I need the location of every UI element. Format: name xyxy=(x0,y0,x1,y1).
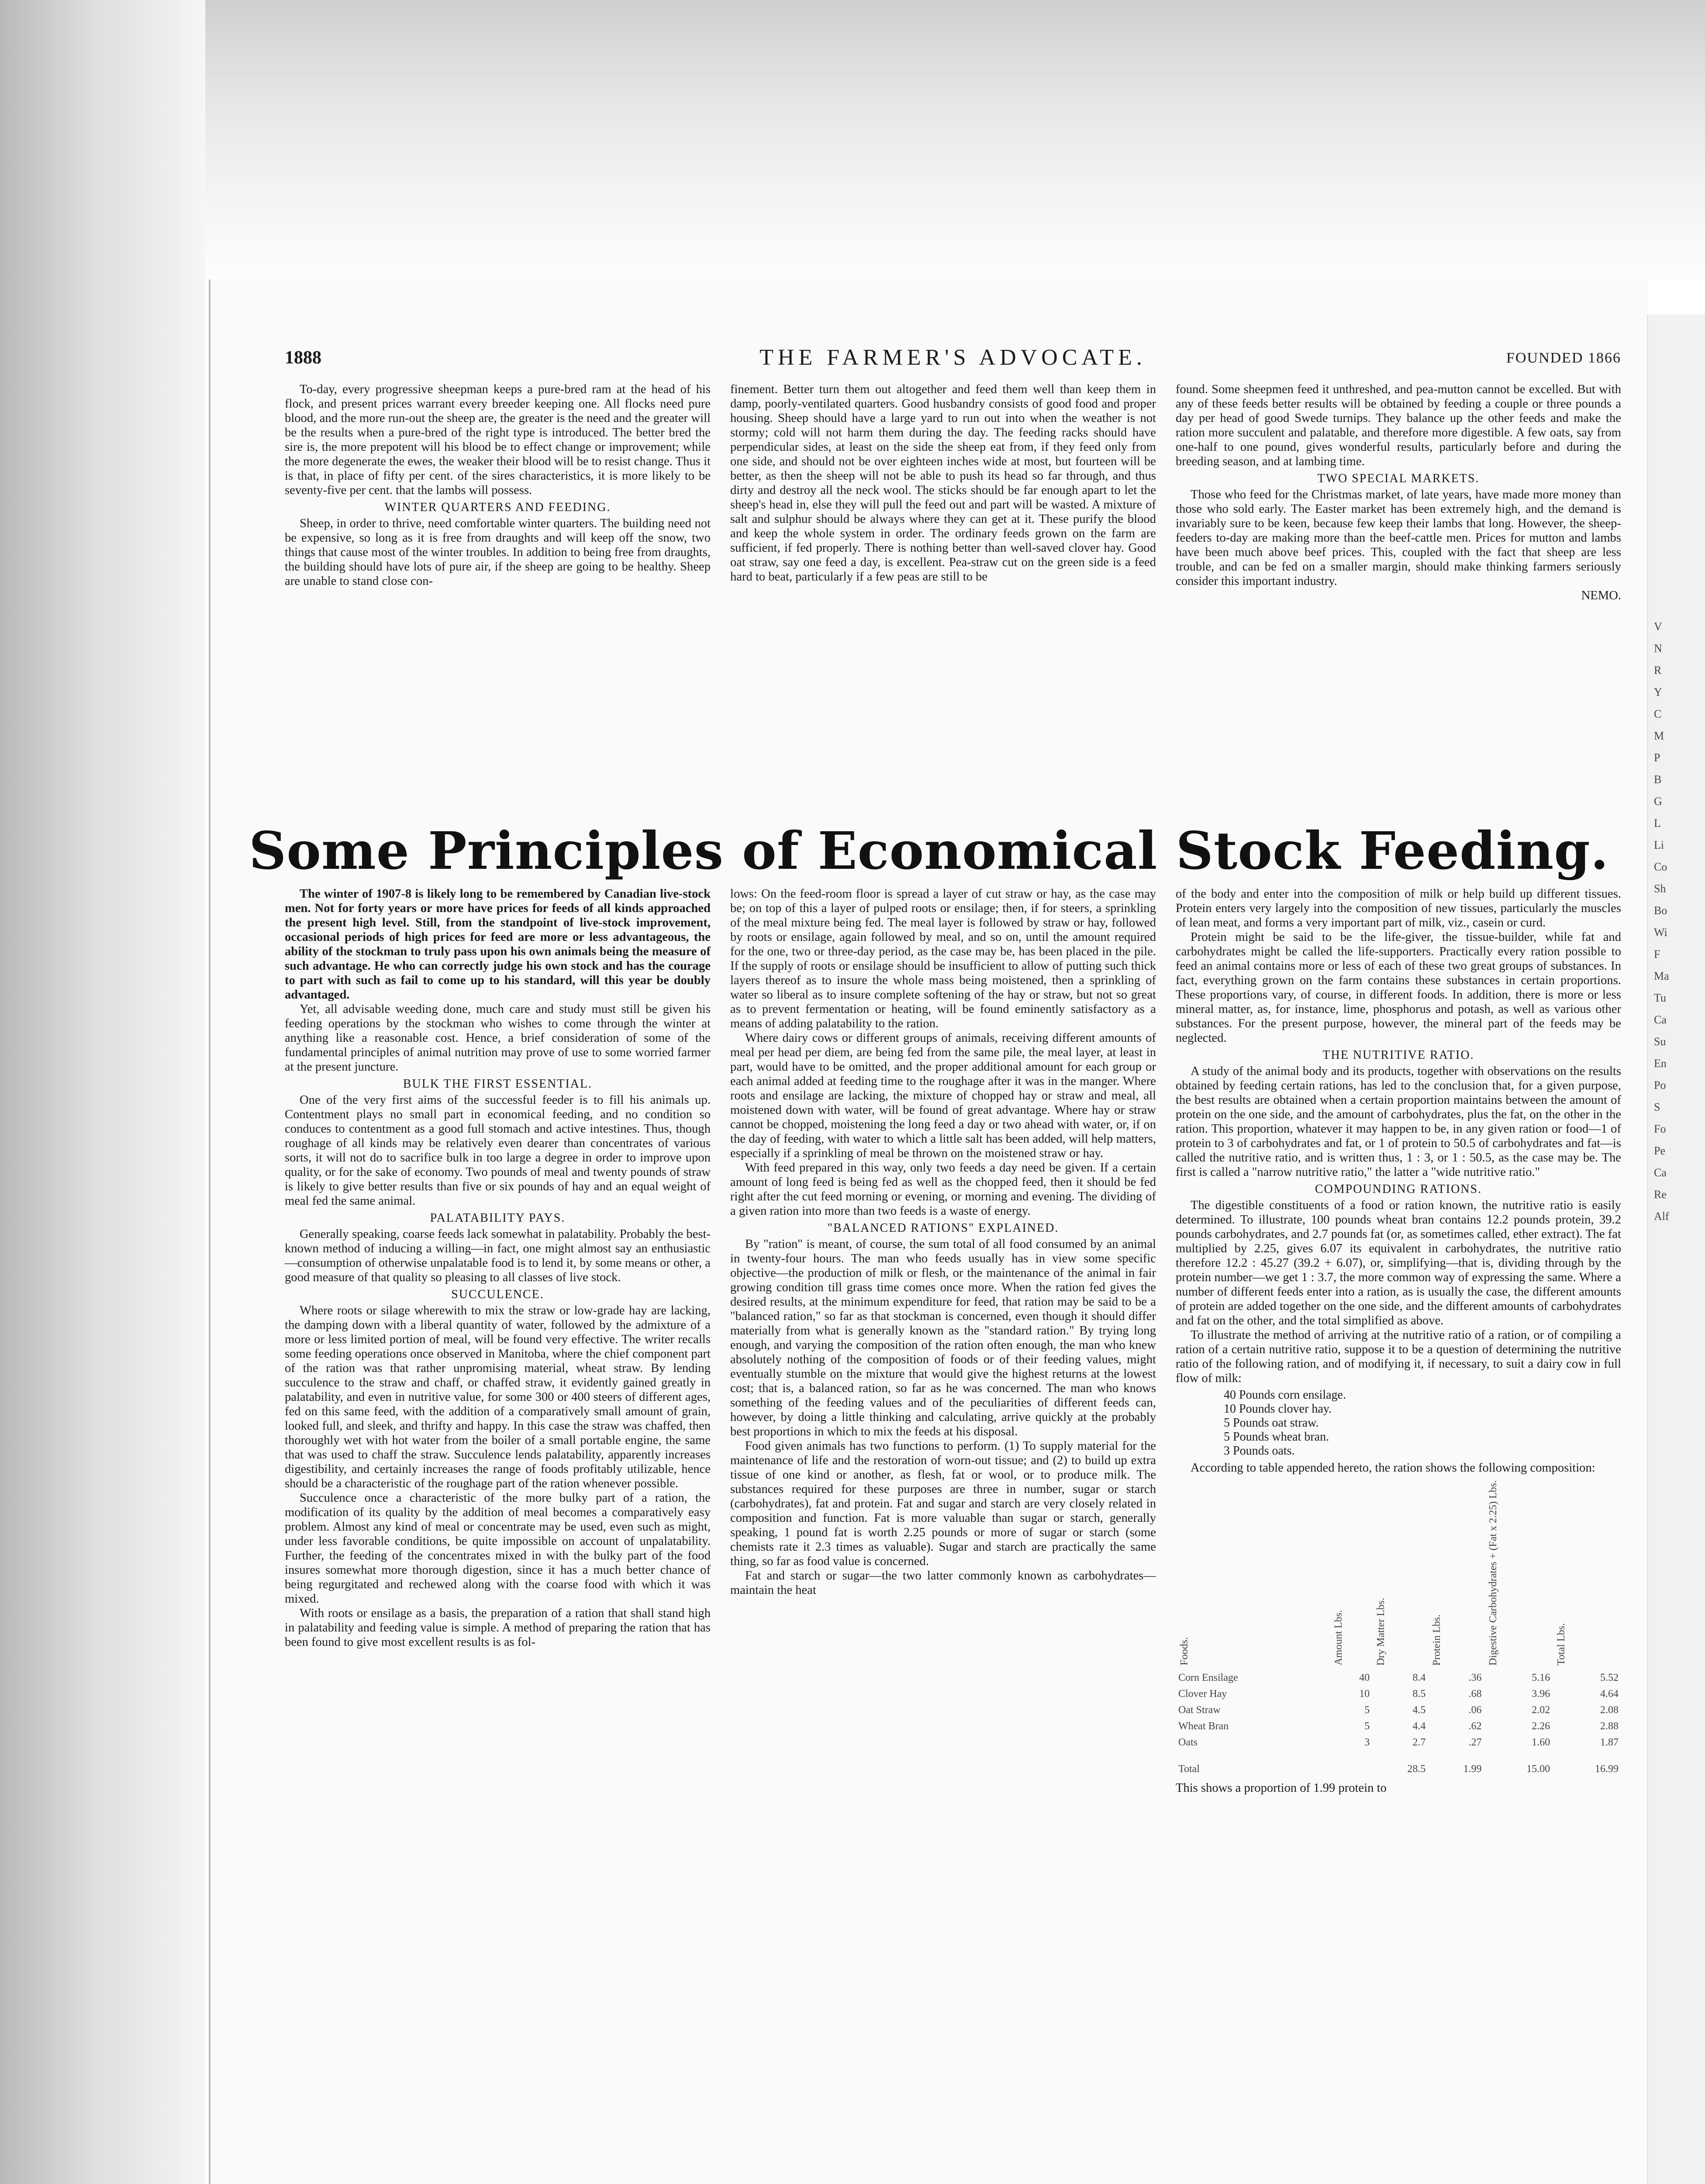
table-cell: 40 xyxy=(1359,1672,1370,1684)
table-cell: Wheat Bran xyxy=(1178,1721,1229,1732)
article-column-1 xyxy=(285,887,711,1649)
adjacent-page-fragment: Po xyxy=(1654,1079,1666,1092)
paragraph: With roots or ensilage as a basis, the preparation of a ration that shall stand high in palatability and feeding value is simple. A method of preparing the ration that has been found to give most excellent results is as fol- xyxy=(285,1607,711,1649)
adjacent-page-strip xyxy=(1646,314,1705,2184)
paragraph: By "ration" is meant, of course, the sum total of all food consumed by an animal in twenty-four hours. The man who feeds usually has in view some specific objective—the production of milk or flesh, or the maintenance of the animal in fair growing condition till grass time comes once more. When the ration fed gives the desired results, at the minimum expenditure for feed, that ration may be said to be a "balanced ration," so far as that stockman is concerned, even though it should differ materially from what is generally known as the "standard ration." By trying long enough, and varying the composition of the ration often enough, the man who knew absolutely nothing of the composition of foods or of their feeding values, might eventually stumble on the mixture that would give the highest returns at the lowest cost; that is, a balanced ration, so far as he was concerned. The man who knows something of the feeding values and of the peculiarities of different feeds can, however, by doing a little thinking and calculating, arrive quickly at the probably best proportions in which to mix the feeds at his disposal. xyxy=(730,1237,1156,1438)
adjacent-page-fragment: Wi xyxy=(1654,926,1667,939)
table-cell: .68 xyxy=(1468,1688,1482,1700)
table-cell: 1.87 xyxy=(1600,1737,1619,1749)
paragraph: Succulence once a characteristic of the more bulky part of a ration, the modification of its quality by the addition of meal becomes a comparatively easy problem. Almost any kind of meal or concentrate may be used, even such as might, under less favorable conditions, be quite impossible on account of unpalatability. Further, the feeding of the concentrates mixed in with the bulky part of the food insures somewhat more thorough digestion, since it has a much better chance of being regurgitated and rechewed along with the coarse food with which it was mixed. xyxy=(285,1491,711,1606)
adjacent-page-fragment: Bo xyxy=(1654,904,1667,917)
table-cell: 8.4 xyxy=(1412,1672,1426,1684)
section-heading: SUCCULENCE. xyxy=(451,1288,544,1301)
adjacent-page-fragment: Ca xyxy=(1654,1166,1667,1179)
article-title: Some Principles of Economical Stock Feeding. xyxy=(249,820,1609,881)
table-cell: 15.00 xyxy=(1526,1763,1550,1775)
table-cell: 2.08 xyxy=(1600,1704,1619,1716)
adjacent-page-fragment: Co xyxy=(1654,860,1667,873)
table-cell: Clover Hay xyxy=(1178,1688,1227,1700)
signature: NEMO. xyxy=(1581,589,1621,602)
table-cell: Oat Straw xyxy=(1178,1704,1221,1716)
section-heading: TWO SPECIAL MARKETS. xyxy=(1317,472,1480,485)
page-number: 1888 xyxy=(285,348,321,368)
table-cell: 2.7 xyxy=(1412,1737,1426,1749)
table-cell: .27 xyxy=(1468,1737,1482,1749)
paragraph: According to table appended hereto, the ration shows the following composition: xyxy=(1191,1461,1595,1475)
paragraph: Generally speaking, coarse feeds lack somewhat in palatability. Probably the best-known method of inducing a willing—in fact, one might almost say an enthusiastic—consumption of otherwise unpalatable food is to lend it, by some means or other, a good measure of that quality so pleasing to all classes of live stock. xyxy=(285,1227,711,1284)
section-heading: THE NUTRITIVE RATIO. xyxy=(1322,1048,1474,1062)
adjacent-page-fragment: C xyxy=(1654,708,1662,720)
top-column-3 xyxy=(1176,382,1621,603)
intro-paragraph: The winter of 1907-8 is likely long to be remembered by Canadian live-stock men. Not for forty years or more have prices for feeds of all kinds approached the present high level. Still, from the standpoint of live-stock improvement, occasional periods of high prices for feed are more or less advantageous, the ability of the stockman to truly pass upon his own animals being the measure of such advantage. He who can correctly judge his own stock and has the courage to part with such as fail to come up to his standard, will this year be doubly advantaged. xyxy=(285,887,711,1002)
table-cell: 2.02 xyxy=(1532,1704,1550,1716)
adjacent-page-fragment: Fo xyxy=(1654,1123,1666,1135)
adjacent-page-fragment: G xyxy=(1654,795,1662,808)
table-cell: Total xyxy=(1178,1763,1200,1775)
adjacent-page-fragment: F xyxy=(1654,948,1660,961)
adjacent-page-fragment: Alf xyxy=(1654,1210,1669,1223)
paragraph: Where dairy cows or different groups of animals, receiving different amounts of meal per head per diem, are being fed from the same pile, the meal layer, at least in part, would have to be omitted, and the proper additional amount for each group or each animal added at feeding time to the roughage after it was in the manger. Where roots and ensilage are lacking, the mixture of chopped hay or straw and meal, all moistened down with water, will be found of great advantage. Where hay or straw cannot be chopped, moistening the long feed a day or two ahead with water, or, if on the day of feeding, with water to which a little salt has been added, will help matters, especially if a sprinkling of meal be thrown on the moistened straw or hay. xyxy=(730,1031,1156,1160)
adjacent-page-fragment: V xyxy=(1654,620,1662,633)
adjacent-page-fragment: Sh xyxy=(1654,882,1666,895)
paragraph: Sheep, in order to thrive, need comfortable winter quarters. The building need not be expensive, so long as it is free from draughts and will keep off the snow, two things that cause most of the winter troubles. In addition to being free from draughts, the building should have lots of pure air, if the sheep are going to be healthy. Sheep are unable to stand close con- xyxy=(285,517,711,588)
table-cell: 5.16 xyxy=(1532,1672,1550,1684)
table-cell: 5 xyxy=(1364,1704,1370,1716)
adjacent-page-fragment: M xyxy=(1654,729,1664,742)
paragraph: A study of the animal body and its products, together with observations on the results obtained by feeding certain rations, has led to the conclusion that, for a given purpose, the best results are obtained when a certain proportion maintains between the amount of protein on the one side, and the amount of carbohydrates, plus the fat, on the other in the ration. This proportion, whatever it may happen to be, in any given ration or food—1 of protein to 3 of carbohydrates and fat, or 1 of protein to 50.5 of carbohydrates and fat—is called the nutritive ratio, and is written thus, 1 : 3, or 1 : 50.5, as the case may be. The first is called a "narrow nutritive ratio," the latter a "wide nutritive ratio." xyxy=(1176,1064,1621,1179)
paragraph: To-day, every progressive sheepman keeps a pure-bred ram at the head of his flock, and present prices warrant every breeder keeping one. All flocks need pure blood, and the more run-out the sheep are, the greater is the need and the greater will be the results when a pure-bred of the right type is introduced. The better bred the sire is, the more prepotent will his blood be to effect change or improvement; while the more degenerate the ewes, the weaker their blood will be to resist change. Thus it is that, in place of fifty per cent. of the sires characteristics, it is more likely to be seventy-five per cent. that the lambs will possess. xyxy=(285,383,711,497)
table-header: Digestive Carbohydrates + (Fat x 2.25) Lbs. xyxy=(1487,1480,1499,1666)
top-column-1 xyxy=(285,382,711,588)
table-row xyxy=(1176,1686,1621,1702)
table-cell: .36 xyxy=(1468,1672,1482,1684)
table-header: Dry Matter Lbs. xyxy=(1375,1597,1387,1666)
table-cell: .06 xyxy=(1468,1704,1482,1716)
table-cell: 2.88 xyxy=(1600,1721,1619,1732)
ration-composition-table xyxy=(1176,1480,1621,1777)
table-cell: 1.99 xyxy=(1463,1763,1482,1775)
table-header: Protein Lbs. xyxy=(1431,1614,1443,1666)
table-cell: 5 xyxy=(1364,1721,1370,1732)
table-cell: 8.5 xyxy=(1412,1688,1426,1700)
paragraph: To illustrate the method of arriving at the nutritive ratio of a ration, or of compiling a ration of a certain nutritive ratio, suppose it to be a question of determining the nutritive ratio of the following ration, and of modifying it, if necessary, to suit a dairy cow in full flow of milk: xyxy=(1176,1328,1621,1385)
table-row xyxy=(1176,1735,1621,1751)
adjacent-page-fragment: S xyxy=(1654,1101,1660,1113)
article-column-2 xyxy=(730,887,1156,1597)
table-cell: 3 xyxy=(1364,1737,1370,1749)
newspaper-page xyxy=(209,280,1647,2184)
table-cell: 4.5 xyxy=(1412,1704,1426,1716)
table-header: Total Lbs. xyxy=(1556,1623,1567,1666)
top-column-2 xyxy=(730,382,1156,584)
paragraph: One of the very first aims of the successful feeder is to fill his animals up. Contentment plays no small part in economical feeding, and no condition so conduces to contentment as a good full stomach and active intestines. Thus, though roughage of all kinds may be relatively even dearer than concentrates of various sorts, it will not do to sacrifice bulk in too large a degree in order to improve upon quality, or for the sake of economy. Two pounds of meal and twenty pounds of straw is likely to give better results than five or six pounds of hay and an equal weight of meal fed the same animal. xyxy=(285,1093,711,1208)
table-row xyxy=(1176,1670,1621,1686)
masthead: THE FARMER'S ADVOCATE. xyxy=(759,345,1146,370)
adjacent-page-fragment: B xyxy=(1654,773,1662,786)
table-cell: Oats xyxy=(1178,1737,1198,1749)
adjacent-page-fragment: Li xyxy=(1654,839,1664,851)
adjacent-page-fragment: Y xyxy=(1654,686,1662,698)
table-cell xyxy=(1330,1751,1372,1777)
table-cell: 16.99 xyxy=(1595,1763,1619,1775)
table-header: Amount Lbs. xyxy=(1332,1610,1344,1666)
table-header-row xyxy=(1176,1480,1621,1670)
section-heading: PALATABILITY PAYS. xyxy=(430,1211,566,1225)
paragraph: lows: On the feed-room floor is spread a layer of cut straw or hay, as the case may be; on top of this a layer of pulped roots or ensilage; then, if for steers, a sprinkling of the meal mixture being fed. The meal layer is followed by straw or hay, followed by roots or ensilage, again followed by meal, and so on, until the amount required for the one, two or three-day period, as the case may be, has been placed in the pile. If the supply of roots or ensilage should be insufficient to allow of putting such thick layers thereof as to insure the whole mass being moistened, then a sprinkling of water so liberal as to insure complete softening of the hay or straw, but not so great as to prevent fermentation or heating, will be found eminently satisfactory as a means of adding palatability to the ration. xyxy=(730,887,1156,1030)
table-cell: .62 xyxy=(1468,1721,1482,1732)
table-row xyxy=(1176,1702,1621,1718)
table-row xyxy=(1176,1718,1621,1735)
adjacent-page-fragment: L xyxy=(1654,817,1661,829)
adjacent-page-fragment: Pe xyxy=(1654,1144,1665,1157)
article-column-3 xyxy=(1176,887,1621,1795)
table-cell: 4.64 xyxy=(1600,1688,1619,1700)
section-heading: BULK THE FIRST ESSENTIAL. xyxy=(403,1077,593,1091)
table-cell: 4.4 xyxy=(1412,1721,1426,1732)
paragraph: of the body and enter into the composition of milk or help build up different tissues. Protein enters very largely into the composition of new tissues, particularly the muscles of lean meat, and forms a very important part of milk, viz., casein or curd. xyxy=(1176,887,1621,930)
adjacent-page-fragment: Tu xyxy=(1654,992,1666,1004)
table-cell: 2.26 xyxy=(1532,1721,1550,1732)
ration-item: 5 Pounds wheat bran. xyxy=(1224,1430,1329,1444)
paragraph: Food given animals has two functions to perform. (1) To supply material for the maintenance of life and the restoration of worn-out tissue; and (2) to build up extra tissue of one kind or another, as flesh, fat or wool, or to produce milk. The substances required for these purposes are three in number, sugar or starch (carbohydrates), fat and protein. Fat and sugar and starch are very closely related in composition and function. Fat is more valuable than sugar or starch, generally speaking, 1 pound fat is worth 2.25 pounds or more of sugar or starch (some chemists rate it 2.3 times as valuable). Sugar and starch are practically the same thing, so far as food value is concerned. xyxy=(730,1439,1156,1568)
paragraph: With feed prepared in this way, only two feeds a day need be given. If a certain amount of long feed is being fed as well as the chopped feed, then it should be fed right after the cut feed morning or evening, or morning and evening. The dividing of a given ration into more than two feeds is a waste of energy. xyxy=(730,1161,1156,1218)
section-heading: WINTER QUARTERS AND FEEDING. xyxy=(384,501,611,514)
paragraph: Fat and starch or sugar—the two latter commonly known as carbohydrates—maintain the heat xyxy=(730,1569,1156,1597)
page-header xyxy=(285,347,1621,373)
section-heading: COMPOUNDING RATIONS. xyxy=(1315,1182,1482,1196)
table-total-row xyxy=(1176,1751,1621,1777)
ration-item: 40 Pounds corn ensilage. xyxy=(1224,1388,1346,1402)
paragraph: This shows a proportion of 1.99 protein to xyxy=(1176,1781,1387,1795)
table-cell: 3.96 xyxy=(1532,1688,1550,1700)
paragraph: Those who feed for the Christmas market, of late years, have made more money than those who sold early. The Easter market has been extremely high, and the demand is invariably sure to be keen, because few keep their lambs that long. However, the sheep-feeders to-day are making more than the beef-cattle men. Prices for mutton and lambs have been much above beef prices. This, coupled with the fact that sheep are less trouble, and can be fed on a smaller margin, should make thinking farmers seriously consider this important industry. xyxy=(1176,488,1621,588)
ration-item: 3 Pounds oats. xyxy=(1224,1444,1295,1458)
paragraph: found. Some sheepmen feed it unthreshed, and pea-mutton cannot be excelled. But with any of these feeds better results will be obtained by feeding a couple or three pounds a day per head of good Swede turnips. They balance up the other feeds and make the ration more succulent and palatable, and therefore more digestible. A few oats, say from one-half to one pound, gives wonderful results, particularly before and during the breeding season, and at lambing time. xyxy=(1176,383,1621,468)
paragraph: Yet, all advisable weeding done, much care and study must still be given his feeding operations by the stockman who wishes to come through the winter at anything like a reasonable cost. Hence, a brief consideration of some of the fundamental principles of animal nutrition may prove of use to some worried farmer at the present juncture. xyxy=(285,1002,711,1074)
adjacent-page-fragment: P xyxy=(1654,751,1660,764)
table-cell: 10 xyxy=(1359,1688,1370,1700)
adjacent-page-fragment: En xyxy=(1654,1057,1667,1070)
table-cell: 5.52 xyxy=(1600,1672,1619,1684)
scan-top-shadow xyxy=(0,0,1705,280)
adjacent-page-fragment: R xyxy=(1654,664,1662,677)
ration-item: 5 Pounds oat straw. xyxy=(1224,1416,1319,1430)
table-cell: 28.5 xyxy=(1407,1763,1426,1775)
founded-line: FOUNDED 1866 xyxy=(1506,350,1621,366)
adjacent-page-fragment: Ca xyxy=(1654,1013,1667,1026)
adjacent-page-fragment: Re xyxy=(1654,1188,1667,1201)
adjacent-page-fragment: Su xyxy=(1654,1035,1666,1048)
paragraph: finement. Better turn them out altogether and feed them well than keep them in damp, poorly-ventilated quarters. Good husbandry consists of good food and proper housing. Sheep should have a large yard to run out into when the weather is not stormy; cold will not harm them during the day. The feeding racks should have perpendicular sides, at least on the side the sheep eat from, if they feed only from one side, and should not be over eighteen inches wide at most, but fourteen will be better, as then the sheep will not be able to push its head so far through, and thus dirty and destroy all the neck wool. The sticks should be far enough apart to let the sheep's head in, else they will pull the feed out and part will be wasted. A mixture of salt and sulphur should be always where they can get at it. These purify the blood and keep the whole system in order. The ordinary feeds grown on the farm are sufficient, if fed properly. There is nothing better than well-saved clover hay. Good oat straw, say one feed a day, is excellent. Pea-straw cut on the green side is a feed hard to beat, particularly if a few peas are still to be xyxy=(730,383,1156,584)
ration-item: 10 Pounds clover hay. xyxy=(1224,1402,1332,1416)
table-header: Foods. xyxy=(1179,1637,1190,1666)
paragraph: The digestible constituents of a food or ration known, the nutritive ratio is easily determined. To illustrate, 100 pounds wheat bran contains 12.2 pounds protein, 39.2 pounds carbohydrates, and 2.7 pounds fat (or, as sometimes called, ether extract). The fat multiplied by 2.25, gives 6.07 its equivalent in carbohydrates, the nutritive ratio therefore 12.2 : 45.27 (39.2 + 6.07), or, simplifying—that is, dividing through by the protein number—we get 1 : 3.7, the more common way of expressing the same. Where a number of different feeds enter into a ration, as is usually the case, the different amounts of protein are added together on the one side, and the different amounts of carbohydrates and fat on the other, and the total simplified as above. xyxy=(1176,1199,1621,1327)
binding-shadow xyxy=(0,0,205,2184)
table-cell: 1.60 xyxy=(1532,1737,1550,1749)
section-heading: "BALANCED RATIONS" EXPLAINED. xyxy=(827,1221,1059,1235)
paragraph: Where roots or silage wherewith to mix the straw or low-grade hay are lacking, the damping down with a liberal quantity of water, followed by the admixture of a more or less limited portion of meal, will be found very effective. The writer recalls some feeding operations once observed in Manitoba, where the chief component part of the ration was that rather unpromising material, wheat straw. By lending succulence to the straw and chaff, or chaffed straw, it evidently gained greatly in palatability, and even in nutritive value, for some 300 or 400 steers of different ages, fed on this same feed, with the addition of a comparatively small amount of grain, looked full, and sleek, and thrifty and happy. In this case the straw was chaffed, then thoroughly wet with hot water from the boiler of a small portable engine, the same that was used to chaff the straw. Succulence lends palatability, apparently increases digestibility, and certainly increases the range of foods profitably utilizable, hence should be a characteristic of the roughage part of the ration whenever possible. xyxy=(285,1304,711,1490)
adjacent-page-fragment: N xyxy=(1654,642,1662,655)
ration-list xyxy=(1224,1388,1621,1458)
adjacent-page-fragment: Ma xyxy=(1654,970,1669,982)
table-cell: Corn Ensilage xyxy=(1178,1672,1238,1684)
paragraph: Protein might be said to be the life-giver, the tissue-builder, while fat and carbohydrates might be called the life-supporters. Practically every ration possible to feed an animal contains more or less of each of these two great groups of substances. In fact, everything grown on the farm contains these substances in certain proportions. These proportions vary, of course, in different foods. In addition, there is more or less mineral matter, as, for instance, lime, phosphorus and potash, as well as various other substances. For the present purpose, however, the mineral part of the feeds may be neglected. xyxy=(1176,930,1621,1045)
